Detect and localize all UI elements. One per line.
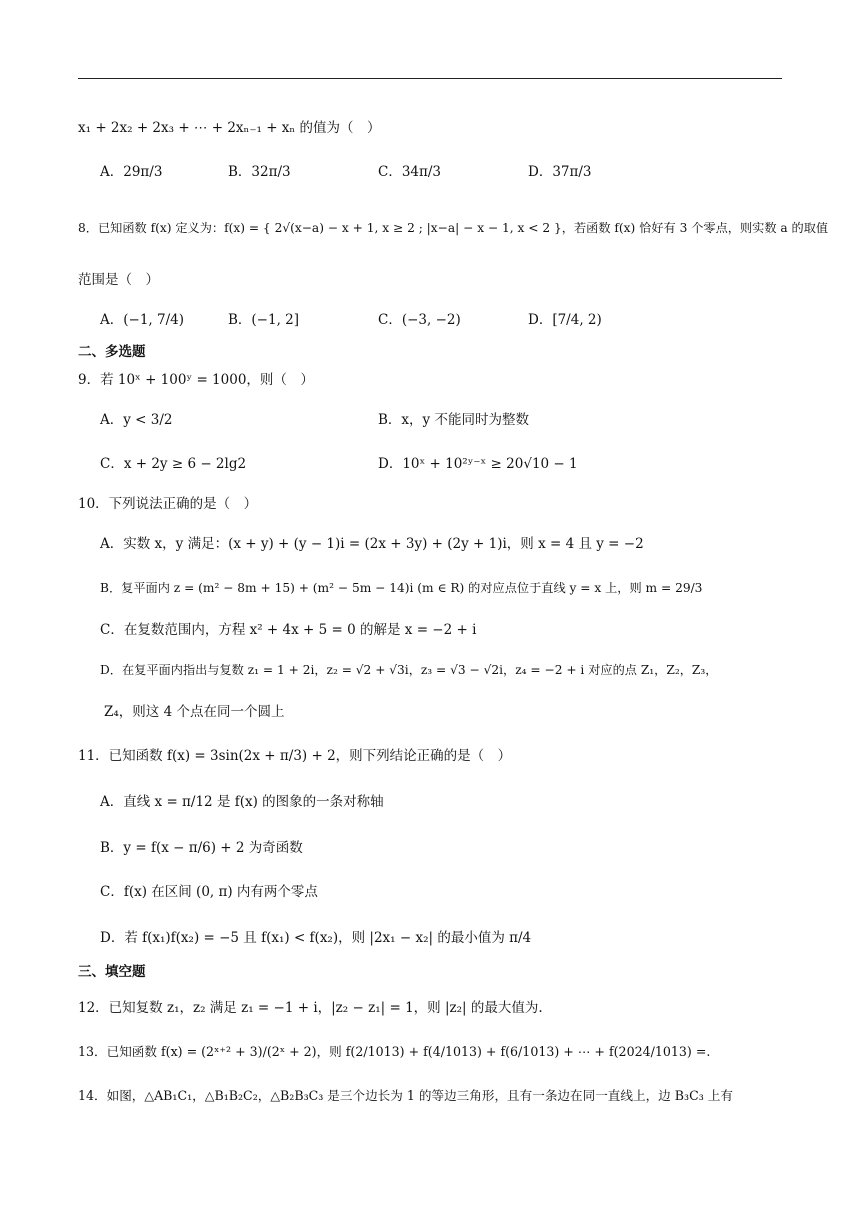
- q8-option-d: D．[7/4, 2): [528, 312, 602, 328]
- header-rule: [78, 78, 782, 79]
- q8-option-c: C．(−3, −2): [378, 312, 461, 328]
- q10-option-b: B．复平面内 z = (m² − 8m + 15) + (m² − 5m − 14)i (m ∈ R) 的对应点位于直线 y = x 上，则 m = 29/3: [100, 581, 703, 595]
- q9-option-a: A．y < 3/2: [100, 412, 173, 428]
- q9-option-b: B．x，y 不能同时为整数: [378, 412, 529, 428]
- q10-option-d-cont: Z₄，则这 4 个点在同一个圆上: [104, 704, 285, 720]
- q10-stem: 10．下列说法正确的是（ ）: [78, 496, 258, 512]
- q9-stem: 9．若 10ˣ + 100ʸ = 1000，则（ ）: [78, 372, 314, 388]
- q11-option-d: D．若 f(x₁)f(x₂) = −5 且 f(x₁) < f(x₂)，则 |2x₁ − x₂| 的最小值为 π/4: [100, 930, 532, 946]
- q8-stem-cont: 范围是（ ）: [78, 272, 159, 288]
- q9-option-c: C．x + 2y ≥ 6 − 2lg2: [100, 456, 247, 472]
- q10-option-c: C．在复数范围内，方程 x² + 4x + 5 = 0 的解是 x = −2 + i: [100, 622, 477, 638]
- q11-stem: 11．已知函数 f(x) = 3sin(2x + π/3) + 2，则下列结论正确的是（ ）: [78, 748, 512, 764]
- q7-option-c: C．34π/3: [378, 164, 442, 180]
- q11-option-a: A．直线 x = π/12 是 f(x) 的图象的一条对称轴: [100, 794, 384, 810]
- q13: 13．已知函数 f(x) = (2ˣ⁺² + 3)/(2ˣ + 2)，则 f(2/1013) + f(4/1013) + f(6/1013) + ⋯ + f(2024/1013) =.: [78, 1044, 711, 1059]
- q11-option-c: C．f(x) 在区间 (0, π) 内有两个零点: [100, 884, 318, 900]
- q11-option-b: B．y = f(x − π/6) + 2 为奇函数: [100, 840, 303, 856]
- q8-option-b: B．(−1, 2]: [228, 312, 300, 328]
- q8-stem: 8．已知函数 f(x) 定义为：f(x) = { 2√(x−a) − x + 1, x ≥ 2 ; |x−a| − x − 1, x < 2 }，若函数 f(x) 恰好有 3 个零点，则实数 a 的取值: [78, 221, 829, 235]
- q10-option-d: D．在复平面内指出与复数 z₁ = 1 + 2i，z₂ = √2 + √3i，z₃ = √3 − √2i，z₄ = −2 + i 对应的点 Z₁，Z₂，Z₃，: [100, 663, 718, 677]
- section-fill-blank: 三、填空题: [78, 964, 146, 980]
- q7-option-a: A．29π/3: [100, 164, 163, 180]
- q10-option-a: A．实数 x，y 满足：(x + y) + (y − 1)i = (2x + 3y) + (2y + 1)i，则 x = 4 且 y = −2: [100, 536, 644, 552]
- q7-option-d: D．37π/3: [528, 164, 592, 180]
- q12: 12．已知复数 z₁，z₂ 满足 z₁ = −1 + i，|z₂ − z₁| = 1，则 |z₂| 的最大值为.: [78, 1000, 543, 1016]
- section-multi-choice: 二、多选题: [78, 344, 146, 360]
- q7-tail: x₁ + 2x₂ + 2x₃ + ⋯ + 2xₙ₋₁ + xₙ 的值为（ ）: [78, 120, 381, 136]
- q9-option-d: D．10ˣ + 10²ʸ⁻ˣ ≥ 20√10 − 1: [378, 456, 578, 472]
- q8-option-a: A．(−1, 7/4): [100, 312, 184, 328]
- q14: 14．如图，△AB₁C₁，△B₁B₂C₂，△B₂B₃C₃ 是三个边长为 1 的等边三角形，且有一条边在同一直线上，边 B₃C₃ 上有: [78, 1088, 733, 1103]
- q7-option-b: B．32π/3: [228, 164, 291, 180]
